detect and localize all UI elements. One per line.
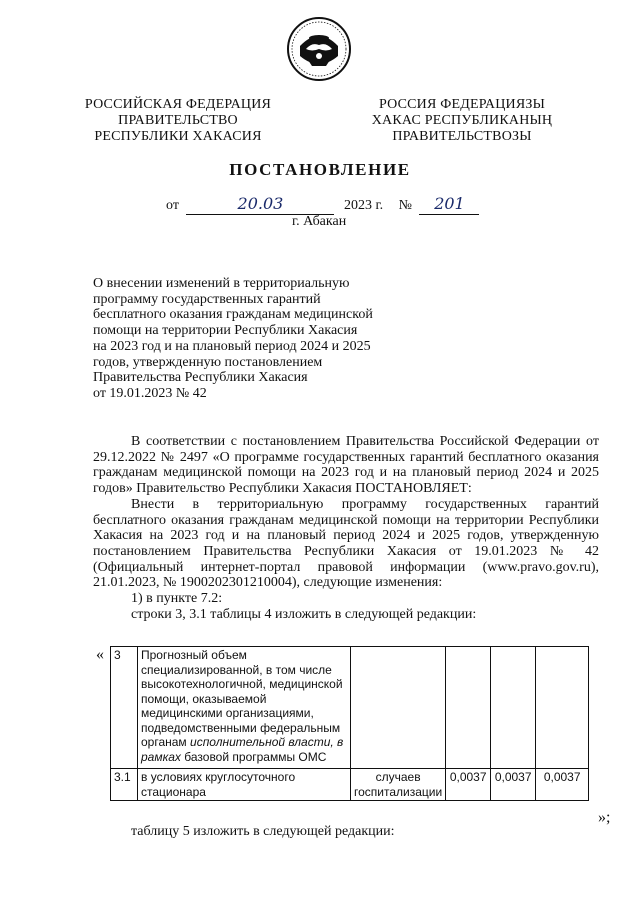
subject-line: бесплатного оказания гражданам медицинской bbox=[93, 307, 373, 323]
header-right bbox=[362, 97, 562, 145]
subject-line: помощи на территории Республики Хакасия bbox=[93, 323, 358, 339]
row-3-name bbox=[138, 647, 351, 769]
subject-line: от 19.01.2023 № 42 bbox=[93, 385, 207, 401]
row-3-num: 3 bbox=[111, 647, 138, 769]
table-row bbox=[111, 769, 589, 801]
row-3-name-italic: исполнительной власти, в рамках bbox=[141, 735, 344, 764]
subject-line: программу государственных гарантий bbox=[93, 291, 321, 307]
open-quote: « bbox=[96, 646, 104, 663]
row-3-v1 bbox=[446, 647, 491, 769]
header-left-line-3: РЕСПУБЛИКИ ХАКАСИЯ bbox=[94, 129, 262, 144]
date-field bbox=[186, 194, 334, 215]
paragraph-item-1: 1) в пункте 7.2: bbox=[131, 591, 223, 607]
row-3-v2 bbox=[491, 647, 536, 769]
header-left-line-1: РОССИЙСКАЯ ФЕДЕРАЦИЯ bbox=[84, 97, 272, 112]
row-31-v3: 0,0037 bbox=[536, 769, 589, 801]
date-year: 2023 г. bbox=[343, 198, 384, 213]
city: г. Абакан bbox=[292, 214, 347, 229]
row-3-name-tail: базовой программы ОМС bbox=[184, 749, 327, 764]
header-left-line-2: ПРАВИТЕЛЬСТВО bbox=[118, 113, 238, 128]
document-title: ПОСТАНОВЛЕНИЕ bbox=[229, 160, 411, 179]
date-prefix: от bbox=[166, 198, 179, 213]
date-line bbox=[166, 194, 479, 215]
subject-line: на 2023 год и на плановый период 2024 и 2025 bbox=[93, 338, 371, 354]
row-31-v1: 0,0037 bbox=[446, 769, 491, 801]
table-row bbox=[111, 647, 589, 769]
header-right-line-2: ХАКАС РЕСПУБЛИКАНЫҢ bbox=[371, 113, 553, 128]
close-quote: »; bbox=[598, 809, 611, 826]
row-3-unit bbox=[351, 647, 446, 769]
number-field bbox=[419, 194, 479, 215]
number-sign: № bbox=[398, 198, 412, 213]
body-text bbox=[93, 434, 599, 622]
number-handwritten: 201 bbox=[434, 194, 465, 213]
paragraph-amend: Внести в территориальную программу государственных гарантий бесплатного оказания гражданам медицинской помощи на территории Республики Хакасия на 2023 год и на плановый период 2024 и 2025 годов, утвержденную постановлением Правительства Республики Хакасия от 19.01.2023 № 42 (Официальный интернет-портал правовой информации (www.pravo.gov.ru), 21.01.2023, № 1900202301210004), следующие изменения: bbox=[93, 496, 599, 591]
row-31-num: 3.1 bbox=[111, 769, 138, 801]
paragraph-table5: таблицу 5 изложить в следующей редакции: bbox=[131, 824, 395, 839]
header-right-line-3: ПРАВИТЕЛЬСТВОЗЫ bbox=[392, 129, 532, 144]
subject-line: О внесении изменений в территориальную bbox=[93, 276, 350, 291]
subject-line: Правительства Республики Хакасия bbox=[93, 370, 308, 386]
closing-text bbox=[93, 824, 599, 840]
row-3-v3 bbox=[536, 647, 589, 769]
row-31-unit: случаев госпитализации bbox=[351, 769, 446, 801]
date-handwritten: 20.03 bbox=[237, 194, 284, 213]
paragraph-preamble: В соответствии с постановлением Правительства Российской Федерации от 29.12.2022 № 2497 «О программе государственных гарантий бесплатного оказания гражданам медицинской помощи на 2023 год и на плановый период 2024 и 2025 годов» Правительство Республики Хакасия ПОСТАНОВЛЯЕТ: bbox=[93, 434, 599, 497]
subject-block bbox=[93, 276, 377, 402]
row-31-name: в условиях круглосуточного стационара bbox=[138, 769, 351, 801]
table-4-fragment bbox=[110, 646, 589, 801]
subject-line: годов, утвержденную постановлением bbox=[93, 354, 323, 370]
paragraph-table4: строки 3, 3.1 таблицы 4 изложить в следующей редакции: bbox=[131, 606, 477, 622]
table-wrapper bbox=[110, 646, 589, 801]
header-left bbox=[78, 97, 278, 145]
row-31-v2: 0,0037 bbox=[491, 769, 536, 801]
coat-of-arms-emblem bbox=[286, 16, 352, 82]
row-3-name-plain: Прогнозный объем специализированной, в том числе высокотехнологичной, медицинской помощи, оказываемой медицинскими организациями, подведомственными федеральным органам bbox=[141, 648, 343, 749]
header-right-line-1: РОССИЯ ФЕДЕРАЦИЯЗЫ bbox=[378, 97, 546, 112]
